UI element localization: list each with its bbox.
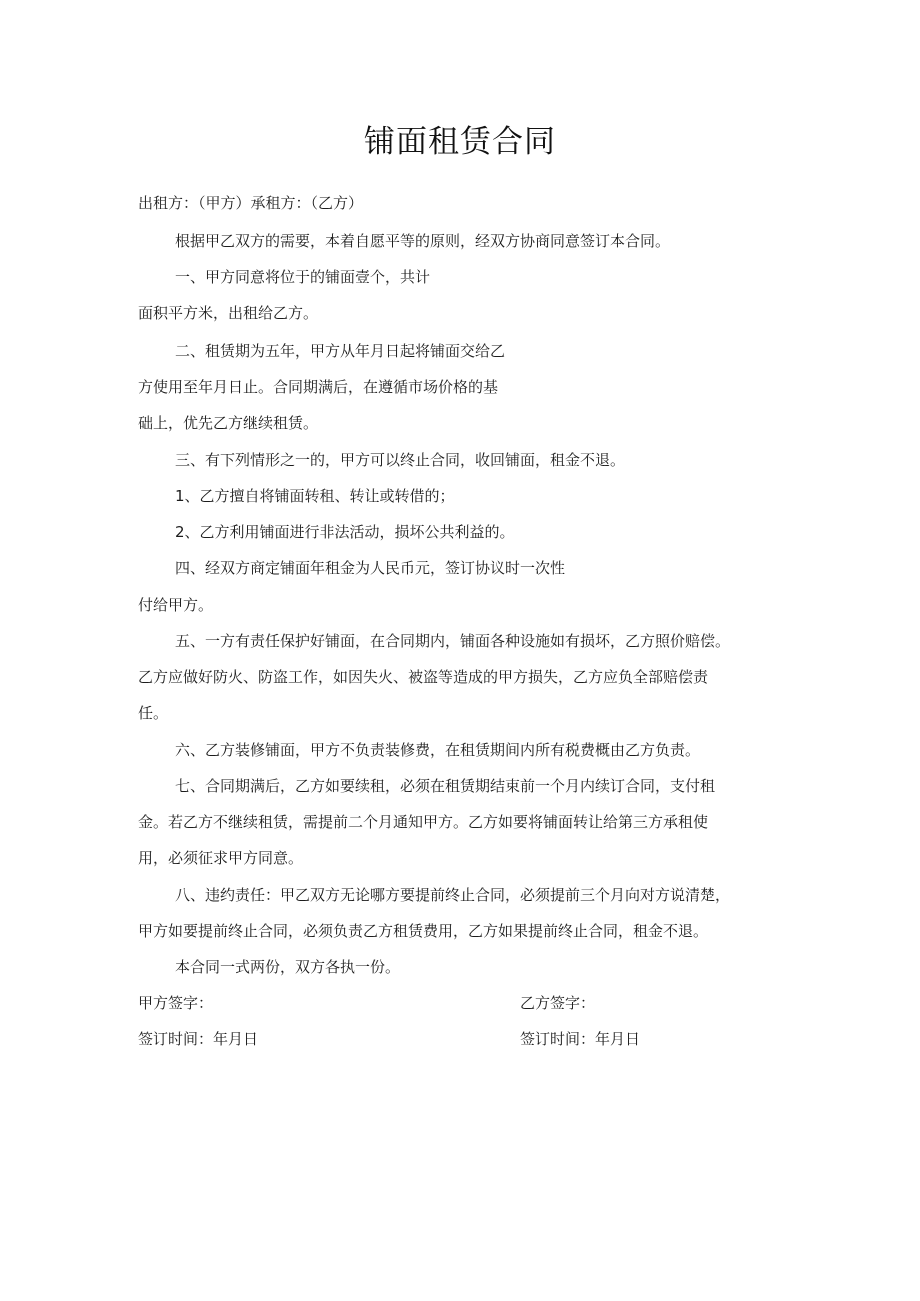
party-b-date-label: 签订时间：年月日 xyxy=(520,1030,641,1048)
clause-2-line-1: 二、租赁期为五年，甲方从年月日起将铺面交给乙 xyxy=(175,342,506,360)
clause-3-item-2: 2、乙方利用铺面进行非法活动，损坏公共利益的。 xyxy=(175,523,515,541)
clause-7-line-3: 用，必须征求甲方同意。 xyxy=(138,849,304,867)
parties-line: 出租方：（甲方）承租方：（乙方） xyxy=(138,194,364,212)
intro-paragraph: 根据甲乙双方的需要，本着自愿平等的原则，经双方协商同意签订本合同。 xyxy=(175,232,671,250)
clause-7-line-1: 七、合同期满后，乙方如要续租，必须在租赁期结束前一个月内续订合同，支付租 xyxy=(175,777,716,795)
clause-3-item-1: 1、乙方擅自将铺面转租、转让或转借的； xyxy=(175,487,455,505)
clause-7-line-2: 金。若乙方不继续租赁，需提前二个月通知甲方。乙方如要将铺面转让给第三方承租使 xyxy=(138,813,709,831)
clause-8-line-1: 八、违约责任：甲乙双方无论哪方要提前终止合同，必须提前三个月向对方说清楚， xyxy=(175,886,731,904)
clause-8-line-2: 甲方如要提前终止合同，必须负责乙方租赁费用，乙方如果提前终止合同，租金不退。 xyxy=(138,922,709,940)
clause-4-line-1: 四、经双方商定铺面年租金为人民币元，签订协议时一次性 xyxy=(175,559,566,577)
clause-1-line-2: 面积平方米，出租给乙方。 xyxy=(138,304,319,322)
party-a-signature-label: 甲方签字： xyxy=(138,994,214,1012)
clause-2-line-3: 础上，优先乙方继续租赁。 xyxy=(138,414,319,432)
clause-1-line-1: 一、甲方同意将位于的铺面壹个，共计 xyxy=(175,268,431,286)
party-b-signature-label: 乙方签字： xyxy=(520,994,596,1012)
clause-2-line-2: 方使用至年月日止。合同期满后，在遵循市场价格的基 xyxy=(138,378,499,396)
clause-5-line-2: 乙方应做好防火、防盗工作，如因失火、被盗等造成的甲方损失，乙方应负全部赔偿责 xyxy=(138,668,709,686)
clause-5-line-3: 任。 xyxy=(138,704,169,722)
clause-5-line-1: 五、一方有责任保护好铺面，在合同期内，铺面各种设施如有损坏，乙方照价赔偿。 xyxy=(175,632,731,650)
clause-4-line-2: 付给甲方。 xyxy=(138,596,214,614)
document-title: 铺面租赁合同 xyxy=(364,124,556,160)
clause-6-line: 六、乙方装修铺面，甲方不负责装修费，在租赁期间内所有税费概由乙方负责。 xyxy=(175,741,701,759)
clause-3-line: 三、有下列情形之一的，甲方可以终止合同，收回铺面，租金不退。 xyxy=(175,451,626,469)
copies-line: 本合同一式两份，双方各执一份。 xyxy=(175,958,401,976)
party-a-date-label: 签订时间：年月日 xyxy=(138,1030,259,1048)
